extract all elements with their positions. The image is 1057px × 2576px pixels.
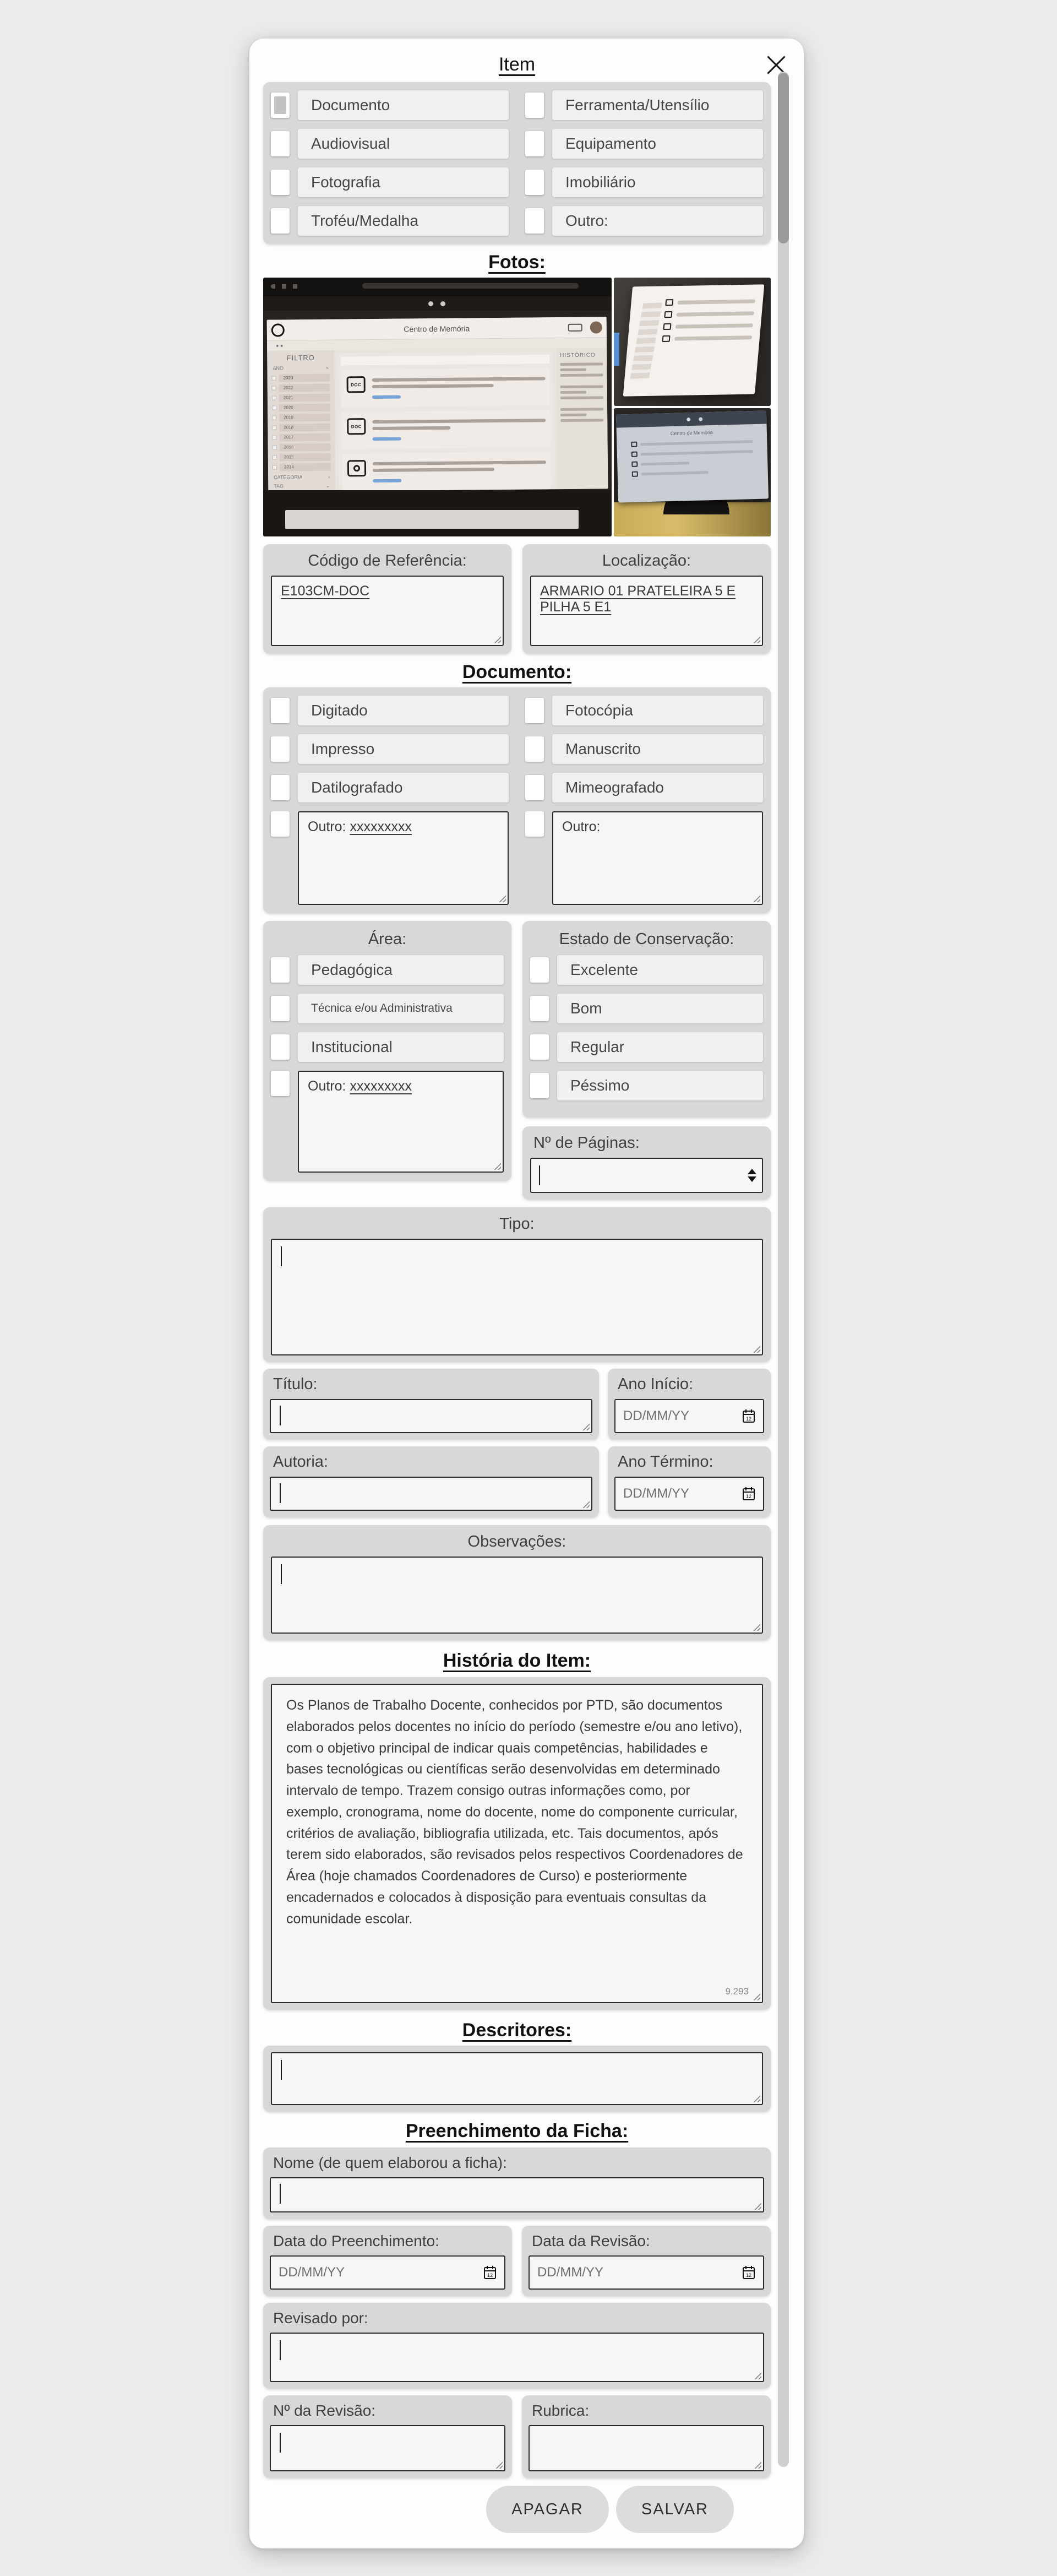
codigo-referencia-card	[263, 544, 511, 654]
year-label: 2020	[279, 404, 330, 412]
checkbox[interactable]	[530, 1034, 549, 1060]
num-revisao-textarea[interactable]	[270, 2425, 505, 2471]
text-cursor	[280, 2340, 281, 2360]
outro-value: xxxxxxxxx	[350, 1078, 412, 1094]
year-filter-item	[272, 414, 330, 422]
ano-inicio-label: Ano Início:	[618, 1375, 694, 1393]
checkbox[interactable]	[530, 996, 549, 1021]
date-placeholder: DD/MM/YY	[537, 2265, 603, 2280]
checkbox-label: Bom	[557, 994, 763, 1023]
text-cursor	[539, 1165, 540, 1185]
num-revisao-label: Nº da Revisão:	[273, 2402, 376, 2419]
conservacao-option	[530, 955, 763, 985]
salvar-button[interactable]: SALVAR	[616, 2486, 734, 2533]
floppy-icon	[632, 471, 638, 477]
conservacao-label: Estado de Conservação:	[559, 930, 734, 948]
outro-label: Outro:	[308, 1078, 346, 1094]
year-label: 2021	[279, 394, 330, 402]
documento-option	[271, 773, 509, 802]
doc-icon	[631, 452, 638, 457]
year-filter-item	[273, 453, 331, 462]
photo-screen	[616, 410, 769, 502]
paginas-input[interactable]	[530, 1158, 763, 1193]
preenchimento-heading: Preenchimento da Ficha:	[405, 2121, 629, 2141]
doc-icon	[665, 299, 673, 306]
item-photos	[263, 278, 771, 536]
ano-termino-card	[608, 1446, 771, 1517]
conservacao-option	[530, 1071, 763, 1100]
year-checkbox	[272, 426, 276, 430]
checkbox[interactable]	[525, 93, 544, 118]
documento-outro-option	[271, 811, 509, 905]
descritores-textarea[interactable]	[271, 2052, 763, 2105]
char-count: 9.293	[725, 1986, 749, 1997]
checkbox[interactable]	[525, 208, 544, 234]
revisado-label: Revisado por:	[273, 2309, 368, 2326]
area-options	[271, 955, 504, 1062]
monitor-bezel-top	[263, 296, 612, 311]
checkbox[interactable]	[530, 1073, 549, 1098]
spinner-down-icon[interactable]	[748, 1176, 756, 1182]
checkbox[interactable]	[525, 170, 544, 195]
text-cursor	[280, 1406, 281, 1425]
checkbox[interactable]	[271, 1034, 290, 1060]
observacoes-label: Observações:	[467, 1533, 566, 1550]
filter-ano-label: ANO	[273, 365, 284, 371]
item-type-option	[525, 167, 763, 197]
year-label: 2022	[279, 384, 330, 392]
item-type-option	[271, 167, 509, 197]
data-preenchimento-input[interactable]	[270, 2255, 505, 2290]
rubrica-card	[522, 2395, 771, 2478]
checkbox-label: Regular	[557, 1032, 763, 1062]
year-label: 2019	[279, 414, 330, 422]
num-revisao-card	[263, 2395, 512, 2478]
codigo-referencia-textarea[interactable]	[271, 576, 504, 646]
checkbox-label: Equipamento	[552, 129, 763, 159]
checkbox-label: Péssimo	[557, 1071, 763, 1100]
item-type-group	[263, 82, 771, 244]
year-label: 2023	[279, 374, 330, 382]
data-revisao-card	[522, 2226, 771, 2296]
tipo-card	[263, 1207, 771, 1362]
calendar-icon[interactable]	[483, 2265, 497, 2280]
checkbox[interactable]	[271, 775, 290, 800]
historico-title: HISTÓRICO	[560, 352, 596, 359]
year-filter-item	[272, 384, 330, 392]
checkbox-label: Impresso	[298, 734, 509, 764]
year-filter-item	[273, 443, 331, 452]
year-label: 2018	[279, 424, 330, 432]
list-item	[341, 368, 550, 407]
svg-text:12: 12	[487, 2273, 493, 2278]
browser-chrome	[263, 278, 612, 296]
checkbox[interactable]	[525, 775, 544, 800]
checkbox[interactable]	[271, 698, 290, 723]
list-item	[341, 410, 551, 449]
area-outro-textarea[interactable]	[298, 1071, 504, 1173]
codigo-referencia-value: E103CM-DOC	[281, 583, 370, 599]
titulo-card	[263, 1369, 599, 1440]
checkbox-label: Imobiliário	[552, 167, 763, 197]
nome-textarea[interactable]	[270, 2177, 764, 2212]
year-filter-list	[272, 374, 331, 471]
checkbox[interactable]	[271, 170, 290, 195]
cast-icon	[568, 324, 582, 332]
svg-text:12: 12	[745, 1416, 752, 1422]
historia-card	[263, 1677, 771, 2010]
documento-option	[525, 734, 763, 764]
photo-app-header	[267, 317, 607, 340]
ano-inicio-card	[608, 1369, 771, 1440]
year-checkbox	[272, 396, 276, 400]
doc-icon	[631, 442, 637, 447]
outro-label: Outro:	[308, 819, 346, 834]
localizacao-value: ARMARIO 01 PRATELEIRA 5 E PILHA 5 E1	[540, 583, 736, 615]
outro-label: Outro:	[562, 819, 601, 834]
photo-historico-panel	[556, 348, 608, 489]
camera-icon	[347, 460, 366, 476]
revisado-textarea[interactable]	[270, 2333, 764, 2382]
data-revisao-label: Data da Revisão:	[532, 2232, 650, 2249]
text-cursor	[280, 2433, 281, 2453]
titulo-label: Título:	[273, 1375, 318, 1393]
doc-icon	[664, 311, 672, 318]
year-checkbox	[272, 386, 276, 391]
documento-option	[525, 696, 763, 725]
titulo-textarea[interactable]	[270, 1399, 592, 1433]
item-form-modal	[249, 39, 804, 2548]
item-type-option	[525, 129, 763, 159]
data-preenchimento-card	[263, 2226, 512, 2296]
svg-text:12: 12	[745, 1494, 752, 1499]
year-label: 2017	[279, 433, 330, 442]
descritores-heading: Descritores:	[462, 2020, 572, 2041]
photo-filter-sidebar: FILTRO ANO < 2023 2022 2021 2020 2019 2018 2017 2016 2015 2014 CATEGORIA › TAG ⌄	[267, 350, 335, 492]
rubrica-label: Rubrica:	[532, 2402, 590, 2419]
revisado-card	[263, 2303, 771, 2389]
checkbox-label: Datilografado	[298, 773, 509, 802]
checkbox[interactable]	[271, 1071, 290, 1096]
documento-outro2-textarea[interactable]	[552, 811, 763, 905]
observacoes-textarea[interactable]	[271, 1557, 763, 1634]
text-cursor	[280, 1483, 281, 1503]
year-checkbox	[272, 376, 276, 381]
doc-icon: DOC	[347, 418, 366, 435]
conservacao-options	[530, 955, 763, 1100]
data-preenchimento-label: Data do Preenchimento:	[273, 2232, 439, 2249]
checkbox-label: Institucional	[298, 1032, 504, 1062]
checkbox-label: Excelente	[557, 955, 763, 985]
checkbox[interactable]	[525, 736, 544, 762]
item-type-option	[271, 90, 509, 120]
photo-side-monitor	[614, 278, 771, 406]
camera-icon	[631, 462, 638, 467]
avatar	[590, 321, 602, 333]
documento-outro2-option	[525, 811, 763, 905]
documento-option	[271, 734, 509, 764]
item-type-option	[271, 129, 509, 159]
date-placeholder: DD/MM/YY	[623, 1408, 689, 1423]
calendar-icon[interactable]	[742, 1409, 755, 1423]
year-filter-item	[273, 463, 331, 471]
autoria-textarea[interactable]	[270, 1477, 592, 1511]
checkbox-label: Documento	[298, 90, 509, 120]
documento-group	[263, 687, 771, 913]
svg-text:12: 12	[745, 2273, 752, 2278]
checkbox[interactable]	[271, 957, 290, 983]
historia-textarea[interactable]	[271, 1684, 763, 2003]
doc-icon: DOC	[347, 376, 366, 393]
nome-card	[263, 2147, 771, 2219]
app-logo-icon	[271, 323, 285, 337]
documento-option	[271, 696, 509, 725]
paginas-card	[522, 1126, 771, 1200]
localizacao-card	[522, 544, 771, 654]
tipo-textarea[interactable]	[271, 1239, 763, 1355]
item-type-option	[525, 206, 763, 236]
calendar-icon[interactable]	[742, 1487, 755, 1501]
filter-categoria-label: CATEGORIA	[274, 474, 303, 480]
monitor-bezel-top	[616, 410, 767, 427]
monitor-bezel-bottom	[263, 490, 612, 536]
area-label: Área:	[368, 930, 407, 948]
calendar-icon[interactable]	[742, 2265, 755, 2280]
nome-label: Nome (de quem elaborou a ficha):	[273, 2154, 507, 2171]
photo-screen	[623, 284, 765, 396]
checkbox-label: Pedagógica	[298, 955, 504, 985]
paginas-label: Nº de Páginas:	[533, 1134, 640, 1152]
text-cursor	[281, 2060, 282, 2080]
localizacao-textarea[interactable]	[530, 576, 763, 646]
ler-mais-link	[372, 395, 401, 399]
documento-option	[525, 773, 763, 802]
year-filter-item	[272, 424, 330, 432]
outro-value: xxxxxxxxx	[350, 819, 412, 834]
search-bar	[341, 355, 549, 365]
photo-desk-monitor	[614, 408, 771, 536]
checkbox[interactable]	[525, 811, 544, 837]
photo-screen	[267, 317, 608, 491]
ano-termino-input[interactable]	[614, 1477, 764, 1511]
conservacao-option	[530, 1032, 763, 1062]
ler-mais-link	[373, 437, 401, 441]
checkbox[interactable]	[271, 736, 290, 762]
fotos-heading: Fotos:	[488, 252, 546, 273]
year-checkbox	[272, 436, 276, 440]
checkbox-label: Troféu/Medalha	[298, 206, 509, 236]
ano-termino-label: Ano Término:	[618, 1453, 713, 1471]
checkbox-label: Digitado	[298, 696, 509, 725]
modal-scrollbar[interactable]	[778, 72, 789, 2467]
photo-app-title: Centro de Memória	[404, 324, 470, 334]
checkbox[interactable]	[271, 131, 290, 156]
camera-icon	[663, 323, 671, 330]
year-filter-item	[272, 404, 330, 412]
spinner-up-icon[interactable]	[748, 1169, 756, 1174]
checkbox[interactable]	[271, 208, 290, 234]
list-item	[342, 452, 551, 491]
photo-app-title: Centro de Memória	[670, 430, 713, 437]
checkbox-label: Fotocópia	[552, 696, 763, 725]
page-title: Item	[498, 54, 536, 75]
descritores-card	[263, 2046, 771, 2112]
historia-heading: História do Item:	[443, 1650, 591, 1671]
area-option	[271, 1032, 504, 1062]
photo-blue-accent	[614, 333, 619, 366]
checkbox[interactable]	[525, 131, 544, 156]
rubrica-textarea[interactable]	[528, 2425, 764, 2471]
year-filter-item	[272, 433, 330, 442]
checkbox-label: Audiovisual	[298, 129, 509, 159]
checkbox-label: Mimeografado	[552, 773, 763, 802]
item-type-option	[271, 206, 509, 236]
documento-heading: Documento:	[462, 661, 572, 682]
documento-outro-textarea[interactable]	[298, 811, 509, 905]
year-checkbox	[272, 406, 276, 410]
year-filter-item	[272, 394, 330, 402]
ano-inicio-input[interactable]	[614, 1399, 764, 1433]
text-cursor	[281, 1564, 282, 1584]
checkbox-label: Fotografia	[298, 167, 509, 197]
year-checkbox	[273, 465, 277, 470]
year-label: 2014	[280, 463, 331, 471]
observacoes-card	[263, 1525, 771, 1640]
number-spinner[interactable]	[748, 1169, 756, 1182]
area-option	[271, 955, 504, 985]
scrollbar-thumb[interactable]	[778, 73, 789, 243]
data-revisao-input[interactable]	[528, 2255, 764, 2290]
checkbox[interactable]	[271, 93, 290, 118]
filter-tag-label: TAG	[274, 483, 284, 489]
checkbox-label: Manuscrito	[552, 734, 763, 764]
year-filter-item	[272, 374, 330, 382]
conservacao-option	[530, 994, 763, 1023]
date-placeholder: DD/MM/YY	[279, 2265, 345, 2280]
ler-mais-link	[373, 479, 401, 482]
filter-title: FILTRO	[286, 353, 315, 362]
documento-options	[263, 687, 771, 802]
year-checkbox	[272, 416, 276, 420]
photo-app-tabs: ● ●	[267, 338, 607, 350]
photo-result-list	[337, 351, 554, 487]
checkbox[interactable]	[530, 957, 549, 983]
codigo-referencia-label: Código de Referência:	[308, 552, 467, 570]
apagar-button[interactable]: APAGAR	[486, 2486, 609, 2533]
checkbox-label: Outro:	[552, 206, 763, 236]
area-option	[271, 994, 504, 1023]
year-label: 2015	[280, 453, 331, 462]
checkbox[interactable]	[525, 698, 544, 723]
checkbox-label: Ferramenta/Utensílio	[552, 90, 763, 120]
tipo-label: Tipo:	[499, 1215, 535, 1233]
area-outro-option	[271, 1071, 504, 1173]
checkbox[interactable]	[271, 811, 290, 837]
text-cursor	[281, 1246, 282, 1266]
area-group	[263, 921, 511, 1181]
floppy-icon	[662, 335, 671, 342]
item-type-option	[525, 90, 763, 120]
year-checkbox	[273, 446, 277, 450]
conservacao-group	[522, 921, 771, 1118]
photo-main-monitor	[263, 278, 612, 536]
localizacao-label: Localização:	[602, 552, 691, 570]
checkbox[interactable]	[271, 996, 290, 1021]
checkbox-label: Técnica e/ou Administrativa	[298, 994, 504, 1023]
date-placeholder: DD/MM/YY	[623, 1486, 689, 1501]
autoria-label: Autoria:	[273, 1453, 328, 1471]
text-cursor	[280, 2184, 281, 2204]
year-checkbox	[273, 455, 277, 460]
year-label: 2016	[280, 443, 331, 452]
autoria-card	[263, 1446, 599, 1517]
historia-text: Os Planos de Trabalho Docente, conhecidos por PTD, são documentos elaborados pelos docentes no início do período (semestre e/ou ano letivo), com o objetivo principal de indicar quais competências, habilidades e bases tecnológicas ou científicas serão desenvolvidas em determinado intervalo de tempo. Trazem consigo outras informações como, por exemplo, cronograma, nome do docente, nome do componente curricular, critérios de avaliação, bibliografia utilizada, etc. Tais documentos, após terem sido elaborados, são revisados pelos respectivos Coordenadores de Área (hoje chamados Coordenadores de Curso) e posteriormente encadernados e colocados à disposição para eventuais consultas da comunidade escolar.	[286, 1698, 743, 1927]
